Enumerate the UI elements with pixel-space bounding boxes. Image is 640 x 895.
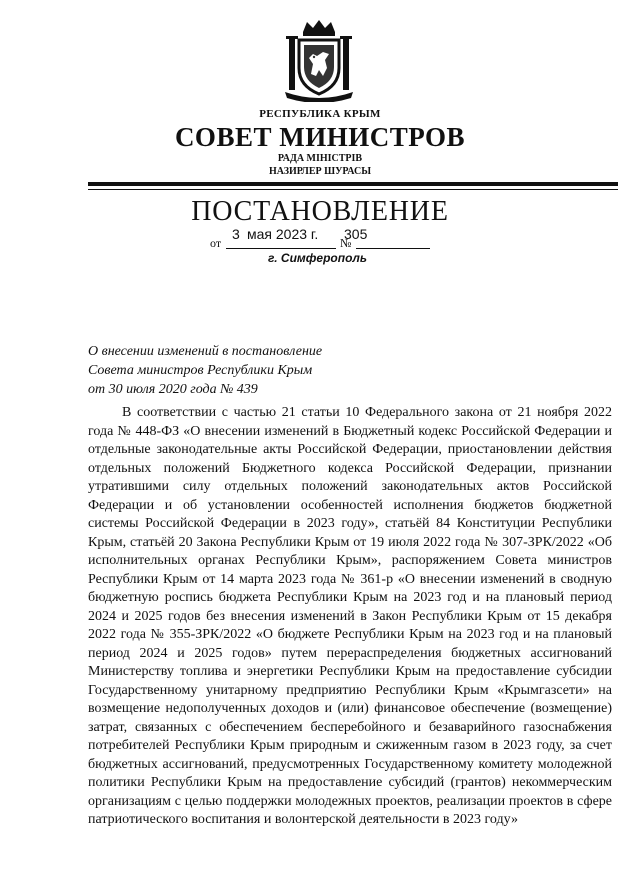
header-divider-thin — [88, 189, 618, 190]
decree-number: 305 — [344, 226, 368, 242]
republic-name: РЕСПУБЛИКА КРЫМ — [259, 108, 381, 120]
document-body — [88, 404, 612, 830]
document-type: ПОСТАНОВЛЕНИЕ — [191, 196, 449, 227]
header-divider-thick — [88, 182, 618, 186]
subject-line: Совета министров Республики Крым — [88, 363, 313, 378]
coat-of-arms-icon — [283, 18, 355, 102]
body-paragraph: В соответствии с частью 21 статьи 10 Федерального закона от 21 ноября 2022 года № 448-ФЗ «О внесении изменений в Бюджетный кодекс Российской Федерации и отдельные законодательные акты Российской Федерации, приостановлении действия отдельных положений Бюджетного кодекса Российской Федерации, признании утратившими силу отдельных положений законодательных актов Российской Федерации и об установлении особенностей исполнения бюджетов бюджетной системы Российской Федерации в 2023 году», статьёй 84 Конституции Республики Крым, статьёй 20 Закона Республики Крым от 19 июля 2022 года № 307-ЗРК/2022 «Об исполнительных органах Республики Крым», распоряжением Совета министров Республики Крым от 14 марта 2023 года № 361-р «О внесении изменений в сводную бюджетную роспись бюджета Республики Крым на 2023 год и на плановый период 2024 и 2025 годов без внесения изменений в Закон Республики Крым от 15 декабря 2022 года № 355-ЗРК/2022 «О бюджете Республики Крым на 2023 год и на плановый период 2024 и 2025 годов» путем перераспределения бюджетных ассигнований Министерству топлива и энергетики Республики Крым на предоставление субсидии Государственному унитарному предприятию Республики Крым «Крымгазсети» на возмещение недополученных доходов и (или) финансовое обеспечение (возмещение) затрат, связанных с обеспечением бесперебойного и безаварийного газоснабжения потребителей Республики Крым природным и сжиженным газом в 2023 году, за счет бюджетных ассигнований, предусмотренных Государственному комитету молодежной политики Республики Крым на предоставление субсидий (грантов) некоммерческим организациям с целью поддержки молодежных проектов, реализации проектов в сфере патриотического воспитания и волонтерской деятельности в 2023 году» — [88, 405, 612, 827]
decree-month-year: мая 2023 г. — [247, 226, 319, 242]
number-sign: № — [340, 236, 352, 250]
decree-day: 3 — [232, 226, 240, 242]
document-subject — [88, 342, 322, 399]
council-title: СОВЕТ МИНИСТРОВ — [174, 122, 466, 152]
subject-line: О внесении изменений в постановление — [88, 344, 323, 359]
number-underline — [356, 248, 430, 249]
subject-line: от 30 июля 2020 года № 439 — [88, 382, 258, 397]
council-title-crimean-tatar: НАЗИРЛЕР ШУРАСЫ — [268, 166, 372, 177]
city: г. Симферополь — [268, 251, 367, 265]
date-prefix: от — [210, 236, 222, 250]
council-title-ukrainian: РАДА МІНІСТРІВ — [277, 153, 363, 164]
date-underline — [226, 248, 336, 249]
